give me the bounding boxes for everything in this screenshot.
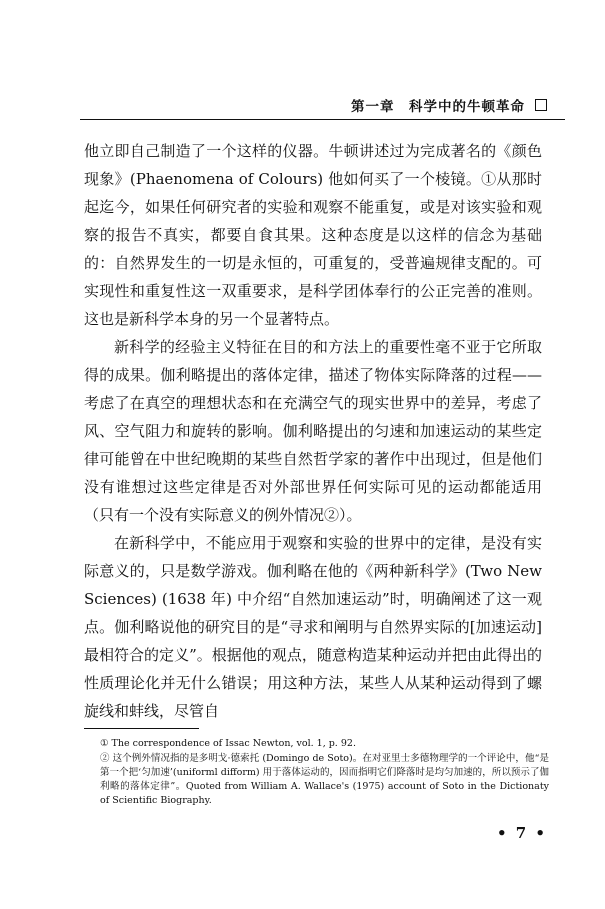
paragraph-3: 在新科学中，不能应用于观察和实验的世界中的定律，是没有实际意义的，只是数学游戏。伽利略在他的《两种新科学》(Two New Sciences) (1638 年) 中介绍“自然加速运动”时，明确阐述了这一观点。伽利略说他的研究目的是“寻求和阐明与自然界实际的[加速运动]最相符合的定义”。根据他的观点，随意构造某种运动并把由此得出的性质理论化并无什么错误；用这种方法，某些人从某种运动得到了螺旋线和蚌线，尽管自: [84, 534, 542, 720]
header-rule: [80, 119, 565, 120]
main-text: [84, 137, 542, 725]
paragraph-2: 新科学的经验主义特征在目的和方法上的重要性毫不亚于它所取得的成果。伽利略提出的落体定律，描述了物体实际降落的过程——考虑了在真空的理想状态和在充满空气的现实世界中的差异，考虑了风、空气阻力和旋转的影响。伽利略提出的匀速和加速运动的某些定律可能曾在中世纪晚期的某些自然哲学家的著作中出现过，但是他们没有谁想过这些定律是否对外部世界任何实际可见的运动都能适用（只有一个没有实际意义的例外情况②）。: [84, 338, 542, 524]
chapter-title: 第一章 科学中的牛顿革命: [351, 99, 525, 115]
paragraph-1: 他立即自己制造了一个这样的仪器。牛顿讲述过为完成著名的《颜色现象》(Phaenomena of Colours) 他如何买了一个棱镜。①从那时起迄今，如果任何研究者的实验和观察不能重复，或是对该实验和观察的报告不真实，都要自食其果。这种态度是以这样的信念为基础的：自然界发生的一切是永恒的，可重复的，受普遍规律支配的。可实现性和重复性这一双重要求，是科学团体奉行的公正完善的准则。这也是新科学本身的另一个显著特点。: [84, 142, 542, 328]
running-header: [80, 94, 547, 116]
footnote-rule: [84, 728, 199, 729]
header-square-icon: [535, 99, 547, 111]
page-number: • 7 •: [496, 824, 547, 842]
footnote-2: ② 这个例外情况指的是多明戈·德索托 (Domingo de Soto)。在对亚里士多德物理学的一个评论中，他“是第一个把‘匀加速’(uniforml difform) 用于落体运动的，因而指明它们降落时是均匀加速的，所以预示了伽利略的落体定律”。Quoted from William A. Wallace's (1975) account of Soto in the Dictionaty of Scientific Biography.: [100, 753, 549, 806]
footnote-1: ① The correspondence of Issac Newton, vol. 1, p. 92.: [100, 738, 356, 749]
footnotes: [84, 737, 549, 809]
